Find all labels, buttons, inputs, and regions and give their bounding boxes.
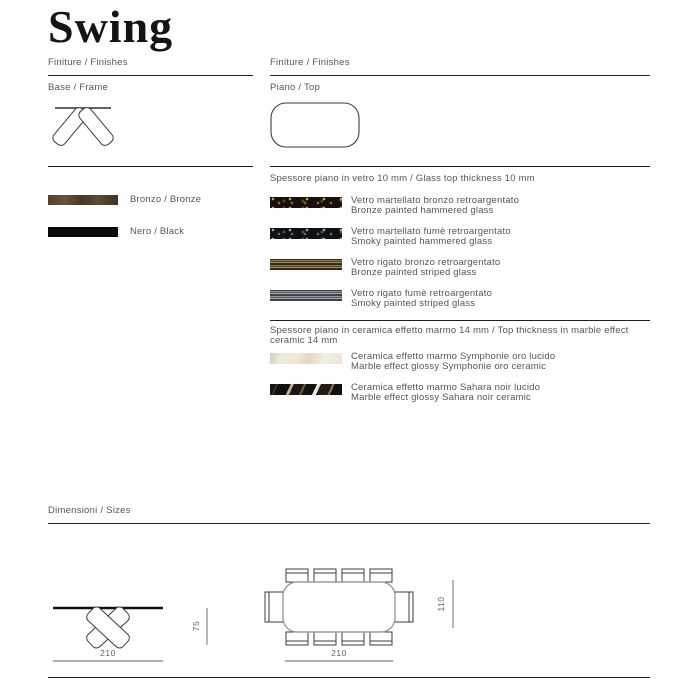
striped-bronze-glass-swatch [270,259,342,270]
dimensions-header: Dimensioni / Sizes [48,505,650,524]
glass-finish-row [270,196,650,217]
black-swatch [48,227,118,237]
swatch-label: Nero / Black [130,226,185,237]
side-height-dim: 75 [191,620,201,632]
ceramic-section [270,320,650,404]
top-view-drawing [255,561,465,672]
table-base-front-icon [48,101,253,159]
top-finishes-column [270,57,650,404]
side-view-drawing [48,593,218,676]
symphonie-oro-ceramic-swatch [270,353,342,364]
swatch-label: Ceramica effetto marmo Sahara noir lucido Marble effect glossy Sahara noir ceramic [351,381,541,403]
bronze-swatch [48,195,118,205]
top-width-dim: 210 [331,648,347,658]
divider [270,166,650,167]
base-frame-column [48,57,253,237]
base-frame-subheader: Base / Frame [48,82,109,93]
striped-smoky-glass-swatch [270,290,342,301]
glass-finish-row [270,227,650,248]
glass-section-title: Spessore piano in vetro 10 mm / Glass top thickness 10 mm [270,173,535,184]
page-title: Swing [48,1,174,52]
swatch-label: Vetro rigato bronzo retroargentato Bronze painted striped glass [351,256,501,278]
ceramic-finish-row [270,352,650,373]
glass-finish-row [270,289,650,310]
divider [48,166,253,167]
sahara-noir-ceramic-swatch [270,384,342,395]
glass-finish-row [270,258,650,279]
frame-finish-row [48,226,253,237]
hammered-bronze-glass-swatch [270,197,342,208]
table-top-outline-icon [270,102,650,155]
ceramic-section-title: Spessore piano in ceramica effetto marmo 14 mm / Top thickness in marble effect ceramic 14 mm [270,324,629,346]
swatch-label: Ceramica effetto marmo Symphonie oro lucido Marble effect glossy Symphonie oro ceramic [351,350,556,372]
side-width-dim: 210 [100,648,116,658]
swatch-label: Vetro martellato fumè retroargentato Smoky painted hammered glass [351,225,511,247]
ceramic-finish-row [270,383,650,404]
finishes-header-right: Finiture / Finishes [270,57,650,76]
top-depth-dim: 110 [436,596,446,612]
swatch-label: Vetro martellato bronzo retroargentato Bronze painted hammered glass [351,194,520,216]
swatch-label: Vetro rigato fumè retroargentato Smoky painted striped glass [351,287,493,309]
frame-finish-row [48,194,253,205]
finishes-header-left: Finiture / Finishes [48,57,253,76]
hammered-smoky-glass-swatch [270,228,342,239]
bottom-rule [48,677,650,678]
swatch-label: Bronzo / Bronze [130,194,202,205]
piano-top-subheader: Piano / Top [270,82,321,93]
